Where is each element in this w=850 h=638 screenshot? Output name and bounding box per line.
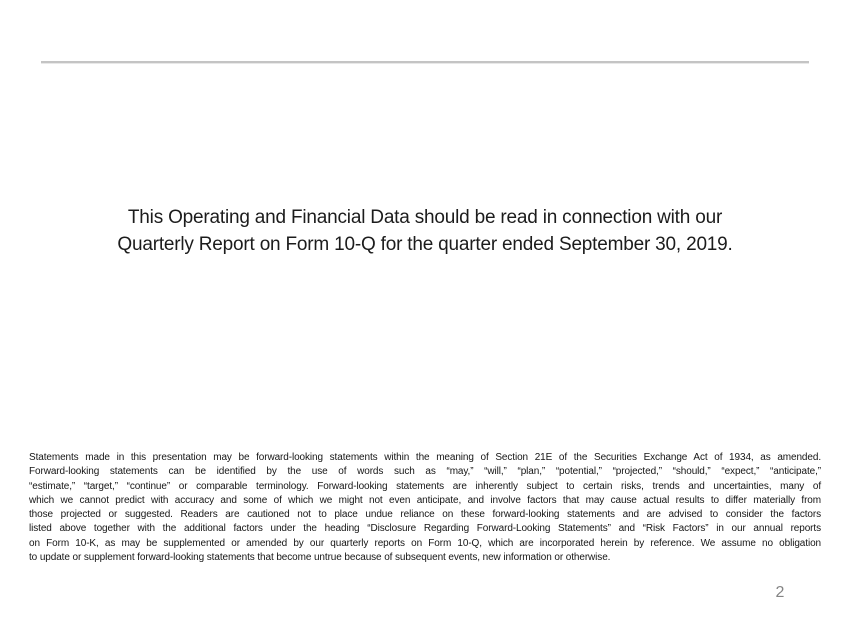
title-line-2: Quarterly Report on Form 10-Q for the quarter ended September 30, 2019. bbox=[117, 234, 733, 255]
disclaimer-line: which we cannot predict with accuracy and some of which we might not even anticipate, and involve factors that may cause actual results to differ materially from bbox=[29, 494, 821, 506]
disclaimer-line: listed above together with the additional factors under the heading “Disclosure Regarding Forward-Looking Statements” and “Risk Factors” in our annual reports bbox=[29, 523, 821, 535]
disclaimer-paragraph bbox=[29, 451, 821, 565]
slide-title bbox=[0, 204, 850, 258]
disclaimer-line: those projected or suggested. Readers are cautioned not to place undue reliance on these forward-looking statements and are advised to consider the factors bbox=[29, 509, 821, 521]
disclaimer-line: on Form 10-K, as may be supplemented or amended by our quarterly reports on Form 10-Q, which are incorporated herein by reference. We assume no obligation bbox=[29, 537, 821, 549]
disclaimer-line: to update or supplement forward-looking statements that become untrue because of subsequent events, new information or otherwise. bbox=[29, 552, 611, 564]
disclaimer-line: “estimate,” “target,” “continue” or comparable terminology. Forward-looking statements are inherently subject to certain risks, trends and uncertainties, many of bbox=[29, 480, 821, 492]
disclaimer-line: Forward-looking statements can be identified by the use of words such as “may,” “will,” “plan,” “potential,” “projected,” “should,” “expect,” “anticipate,” bbox=[29, 466, 821, 478]
disclaimer-line: Statements made in this presentation may be forward-looking statements within the meaning of Section 21E of the Securities Exchange Act of 1934, as amended. bbox=[29, 452, 821, 463]
title-line-1: This Operating and Financial Data should be read in connection with our bbox=[127, 207, 723, 228]
page-number: 2 bbox=[775, 584, 785, 601]
header-divider bbox=[41, 61, 809, 63]
